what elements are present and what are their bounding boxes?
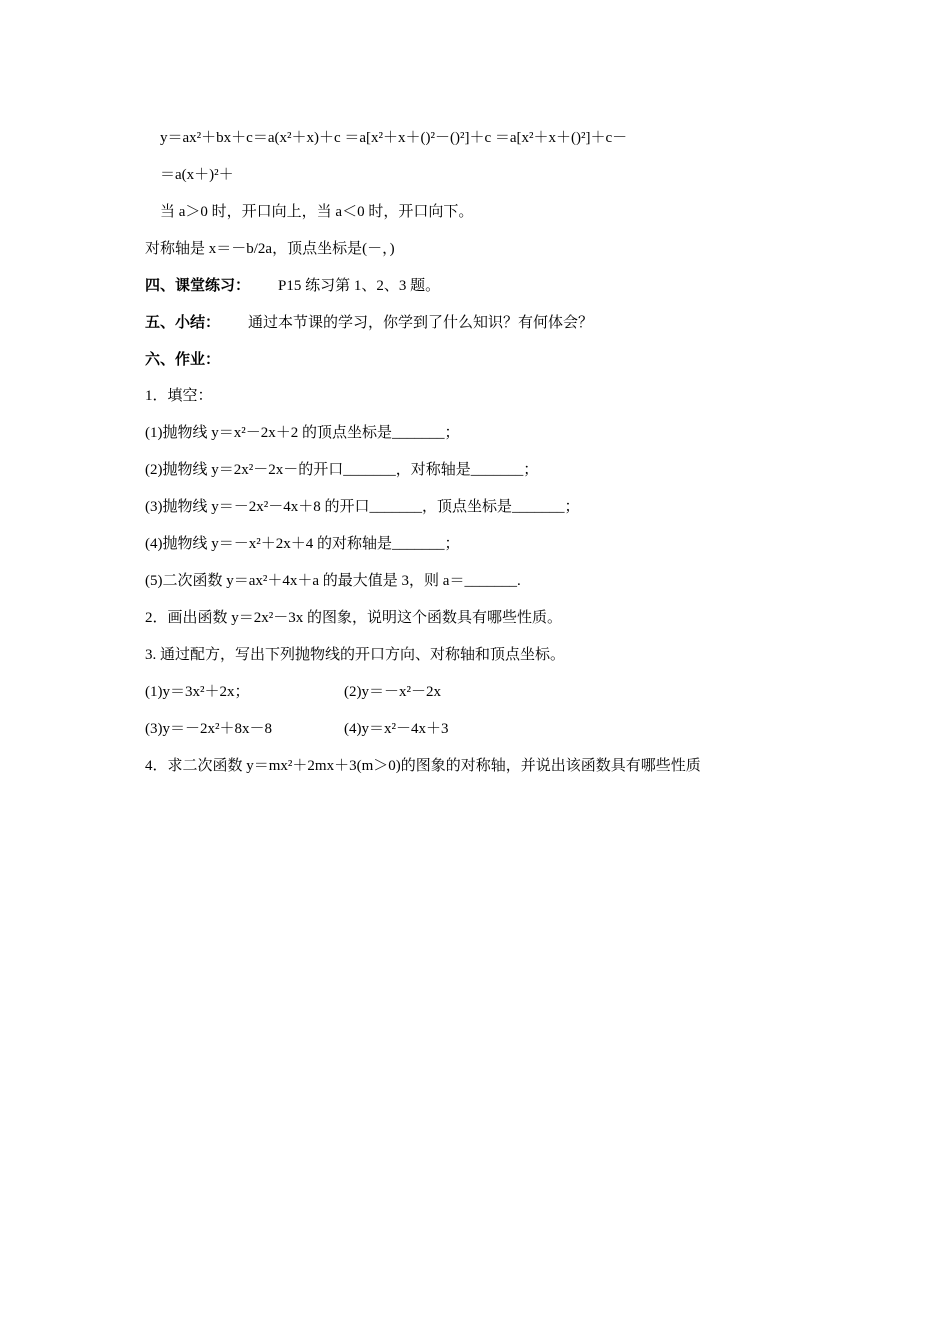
- section-5-heading: 五、小结：: [145, 315, 221, 331]
- formula-line-3: 当 a＞0 时，开口向上，当 a＜0 时，开口向下。: [160, 204, 474, 220]
- q1-item-2: (2)抛物线 y＝2x²－2x－的开口_______，对称轴是_______；: [145, 462, 539, 478]
- q1-item-3: (3)抛物线 y＝－2x²－4x＋8 的开口_______，顶点坐标是_______；: [145, 499, 580, 515]
- q1-item-5: (5)二次函数 y＝ax²＋4x＋a 的最大值是 3，则 a＝_______.: [145, 573, 521, 589]
- section-6-heading: 六、作业：: [145, 352, 221, 368]
- q3-title: 3. 通过配方，写出下列抛物线的开口方向、对称轴和顶点坐标。: [145, 647, 566, 663]
- axis-vertex-line: 对称轴是 x＝－b/2a，顶点坐标是(－，): [145, 241, 395, 257]
- formula-line-1: y＝ax²＋bx＋c＝a(x²＋x)＋c ＝a[x²＋x＋()²－()²]＋c ＝a[x²＋x＋()²]＋c－: [160, 130, 628, 146]
- section-5: [145, 313, 593, 333]
- q1-title: 1．填空：: [145, 388, 213, 404]
- section-4-text: P15 练习第 1、2、3 题。: [278, 278, 441, 294]
- section-4: [145, 276, 440, 296]
- q3-item-4: (4)y＝x²－4x＋3: [344, 721, 449, 737]
- q1-item-4: (4)抛物线 y＝－x²＋2x＋4 的对称轴是_______；: [145, 536, 460, 552]
- q3-item-3: (3)y＝－2x²＋8x－8: [145, 721, 272, 737]
- section-5-text: 通过本节课的学习，你学到了什么知识？有何体会？: [248, 315, 594, 331]
- q2: 2．画出函数 y＝2x²－3x 的图象，说明这个函数具有哪些性质。: [145, 610, 562, 626]
- q1-item-1: (1)抛物线 y＝x²－2x＋2 的顶点坐标是_______；: [145, 425, 460, 441]
- formula-line-2: ＝a(x＋)²＋: [160, 167, 234, 183]
- q4: 4．求二次函数 y＝mx²＋2mx＋3(m＞0)的图象的对称轴，并说出该函数具有哪些性质: [145, 758, 701, 774]
- q3-item-1: (1)y＝3x²＋2x；: [145, 684, 250, 700]
- section-4-heading: 四、课堂练习：: [145, 278, 251, 294]
- q3-item-2: (2)y＝－x²－2x: [344, 684, 441, 700]
